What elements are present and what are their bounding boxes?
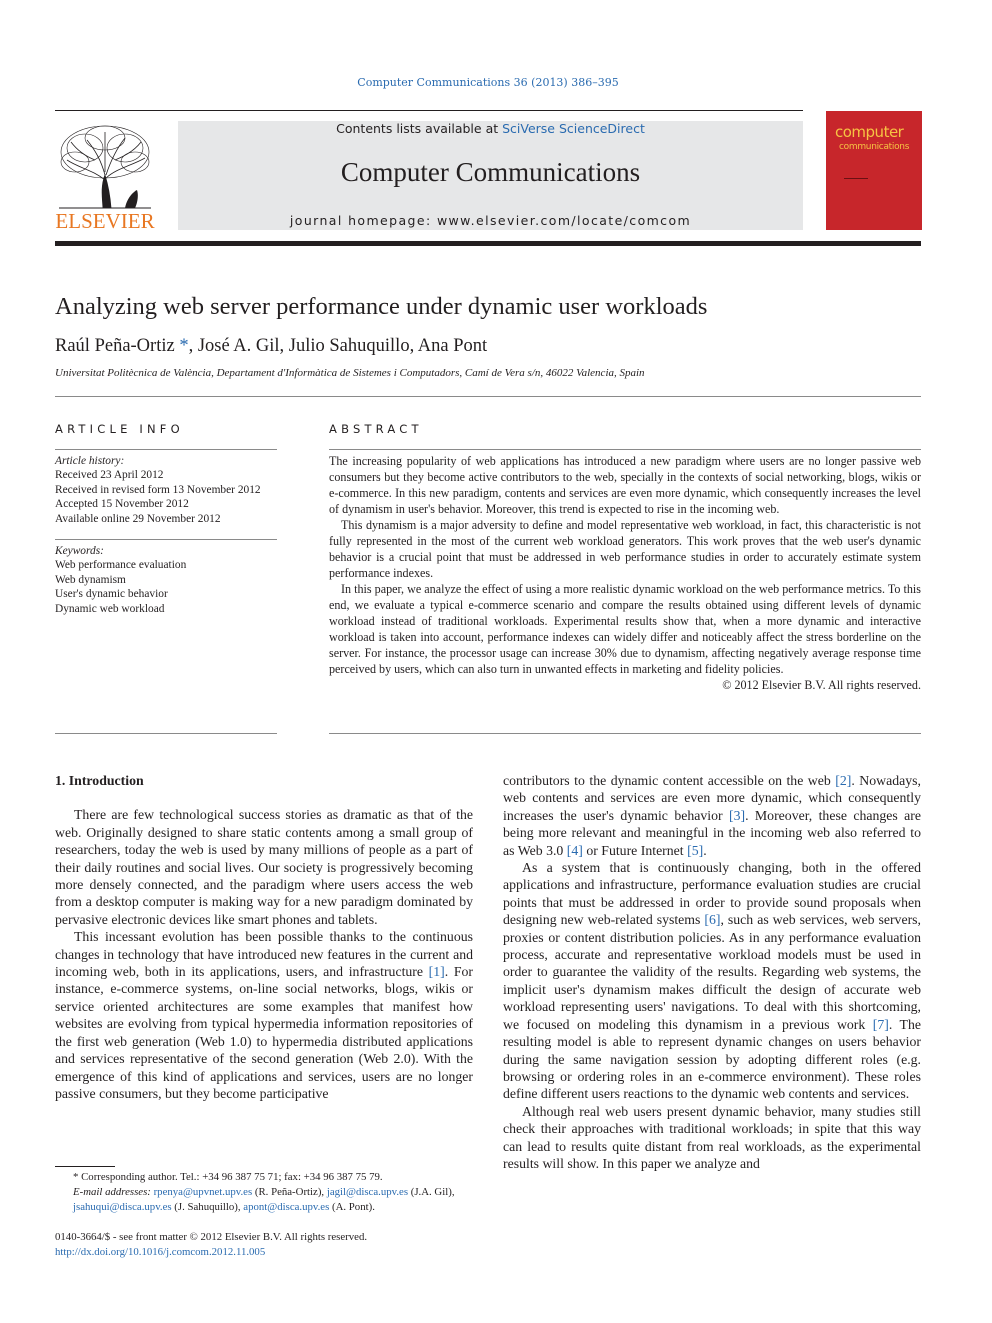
email-owner: (R. Peña-Ortiz),	[252, 1186, 327, 1198]
abstract-paragraph: The increasing popularity of web applications has introduced a new paradigm where users are no longer passive web consumers but they become active contributors to the web, specially in the contexts of social networking, blogs, wikis or e-commerce. In this new paradigm, contents and services are even more dynamic, which consequently increases the level of dynamism in user's behavior. Moreover, this trend is expected to rise in the incoming web.	[329, 454, 921, 516]
body-paragraph	[55, 928, 473, 1102]
journal-cover-image	[826, 111, 922, 230]
abstract-body	[329, 453, 921, 693]
keyword: Dynamic web workload	[55, 602, 165, 615]
abstract-heading: ABSTRACT	[329, 422, 423, 436]
email-link[interactable]: jsahuqui@disca.upv.es	[73, 1201, 172, 1213]
citation-link[interactable]: [2]	[835, 773, 852, 788]
article-info-heading: ARTICLE INFO	[55, 422, 184, 436]
keyword: User's dynamic behavior	[55, 588, 168, 601]
body-text: This incessant evolution has been possible thanks to the continuous changes in technology that have introduced new features in the current and incoming web, both in its applications, users, and infrastructure	[55, 929, 473, 980]
contents-availability	[178, 121, 803, 136]
body-text: or Future Internet	[582, 842, 688, 858]
article-history	[55, 454, 277, 526]
footnotes	[55, 1170, 473, 1215]
footnote-rule	[55, 1166, 115, 1167]
abstract-rule-top	[329, 449, 921, 450]
body-text: contributors to the dynamic content accessible on the web	[503, 773, 836, 788]
email-link[interactable]: jagil@disca.upv.es	[326, 1186, 409, 1198]
author-list	[55, 336, 487, 357]
issn-line: 0140-3664/$ - see front matter © 2012 Elsevier B.V. All rights reserved.	[55, 1231, 368, 1243]
body-paragraph	[503, 859, 921, 1103]
article-info-rule-bottom	[55, 733, 277, 734]
journal-citation[interactable]: Computer Communications 36 (2013) 386–395	[357, 76, 619, 89]
author-name: Raúl Peña-Ortiz	[55, 336, 175, 356]
history-item: Available online 29 November 2012	[55, 512, 221, 525]
history-item: Received in revised form 13 November 2012	[55, 483, 261, 496]
doi-link[interactable]: http://dx.doi.org/10.1016/j.comcom.2012.11.005	[55, 1246, 266, 1258]
masthead-rule	[55, 241, 921, 246]
keyword: Web dynamism	[55, 573, 126, 586]
abstract-paragraph: This dynamism is a major adversity to define and model representative web workload, in fact, this characteristic is not fully represented in the most of the current web workload generators. This work proves that the web user's dynamic behavior is a crucial point that must be addressed in web performance studies in order to accurately estimate system performance indexes.	[329, 518, 921, 580]
keyword: Web performance evaluation	[55, 559, 187, 572]
journal-masthead	[178, 121, 803, 230]
article-info-rule-top	[55, 449, 277, 450]
citation-link[interactable]: [1]	[428, 964, 445, 980]
abstract-paragraph: In this paper, we analyze the effect of using a more realistic dynamic workload on the web performance metrics. To this end, we evaluate a typical e-commerce scenario and compare the results obtained using different levels of dynamic workload instead of traditional workloads. Experimental results show that, when a more dynamic and interactive workload is taken into account, performance indexes can widely differ and noticeably affect the stress borderline on the server. For instance, the processor usage can increase 30% due to dynamism, affecting negatively average response time perceived by users, which can also turn in unwanted effects in marketing and fidelity policies.	[329, 582, 921, 676]
keywords-label: Keywords:	[55, 545, 104, 557]
corresponding-author-mark[interactable]: *	[179, 336, 189, 356]
body-column-left	[55, 772, 473, 1102]
corresponding-author-note: * Corresponding author. Tel.: +34 96 387 75 71; fax: +34 96 387 75 79.	[73, 1171, 383, 1183]
header-rule	[55, 110, 803, 111]
front-matter	[55, 1230, 473, 1260]
citation-link[interactable]: [7]	[872, 1016, 889, 1032]
email-owner: (J. Sahuquillo),	[171, 1201, 244, 1213]
abstract-copyright: © 2012 Elsevier B.V. All rights reserved.	[722, 678, 921, 692]
journal-homepage[interactable]: journal homepage: www.elsevier.com/locate/comcom	[289, 213, 692, 228]
affiliation-rule	[55, 396, 921, 397]
cover-decoration	[844, 178, 868, 179]
journal-title: Computer Communications	[340, 157, 641, 187]
citation-link[interactable]: [5]	[687, 842, 704, 858]
history-item: Received 23 April 2012	[55, 469, 164, 482]
email-link[interactable]: apont@disca.upv.es	[243, 1201, 330, 1213]
body-paragraph: There are few technological success stories as dramatic as that of the web. Originally designed to share static contents among a small group of researchers, today the web is used by many millions of people as a part of their daily routines and social lives. Our society is progressively becoming more densely connected, and the paradigm where users access the web from a desktop computer is making way for a new paradigm dominated by pervasive electronic devices like smart phones and tablets.	[55, 807, 473, 927]
history-item: Accepted 15 November 2012	[55, 498, 189, 511]
email-label: E-mail addresses:	[73, 1186, 154, 1198]
cover-title: computer	[835, 123, 904, 141]
body-text: . The resulting model is able to represent dynamic changes on users behavior during the same navigation session by adopting different roles (e.g. browsing or ordering roles in an e-commerce environment). These roles define different users reactions to the dynamic web contents and services.	[503, 1016, 921, 1102]
citation-link[interactable]: [4]	[566, 842, 583, 858]
body-paragraph: Although real web users present dynamic behavior, many studies still check their approaches with traditional workloads; in spite that this way can lead to results quite distant from real workloads, as the experimental results will show. In this paper we analyze and	[503, 1103, 921, 1171]
body-paragraph	[503, 772, 921, 859]
history-label: Article history:	[55, 455, 125, 467]
email-addresses	[55, 1185, 473, 1215]
body-column-right	[503, 772, 921, 1172]
elsevier-wordmark: ELSEVIER	[55, 209, 155, 233]
author-affiliation: Universitat Politècnica de València, Departament d'Informàtica de Sistemes i Computadors, Camí de Vera s/n, 46022 Valencia, Spain	[55, 367, 645, 379]
contents-prefix: Contents lists available at	[336, 121, 503, 136]
body-text: . Moreover, these changes are being more relevant and meaningful in the incoming web also referred to as Web 3.0	[503, 807, 922, 858]
abstract-rule-bottom	[329, 733, 921, 734]
coauthor-names: , José A. Gil, Julio Sahuquillo, Ana Pont	[188, 336, 488, 356]
sciencedirect-link[interactable]: SciVerse ScienceDirect	[502, 121, 645, 136]
keywords-block	[55, 544, 277, 616]
email-owner: (J.A. Gil),	[408, 1186, 455, 1198]
article-title: Analyzing web server performance under dynamic user workloads	[55, 293, 708, 320]
body-text: As a system that is continuously changing, both in the offered applications and infrastructure, performance evaluation studies are crucial points that must be addressed in order to provide sound proposals when designing new web-related systems	[503, 860, 921, 928]
body-text: . Nowadays, web contents and services are even more dynamic, which consequently increases the user's dynamic behavior	[503, 773, 921, 823]
citation-link[interactable]: [6]	[704, 912, 721, 928]
cover-subtitle: communications	[839, 142, 910, 152]
email-owner: (A. Pont).	[329, 1201, 375, 1213]
body-text: . For instance, e-commerce systems, on-line social networks, blogs, wikis or service oriented architectures are some examples that manifest how websites are evolving from typical hypermedia information repositories of the first web generation (Web 1.0) to hypermedia distributed applications and services representative of the second generation (Web 2.0). With the emergence of this kind of applications and services, users are no longer passive consumers, but they become participative	[55, 964, 473, 1101]
keywords-rule	[55, 539, 277, 540]
body-text: .	[703, 842, 707, 858]
section-heading: 1. Introduction	[55, 773, 144, 788]
citation-link[interactable]: [3]	[728, 807, 746, 823]
email-link[interactable]: rpenya@upvnet.upv.es	[153, 1186, 253, 1198]
body-text: , such as web services, web servers, proxies or content distribution policies. As in any performance evaluation process, accurate and representative workload models must be used in order to guarantee the validity of the results. Regarding web systems, the implicit user's dynamism makes difficult the design of accurate web workload representing users' navigations. To deal with this shortcoming, we focused on modeling this dynamism in a previous work	[503, 912, 921, 1032]
